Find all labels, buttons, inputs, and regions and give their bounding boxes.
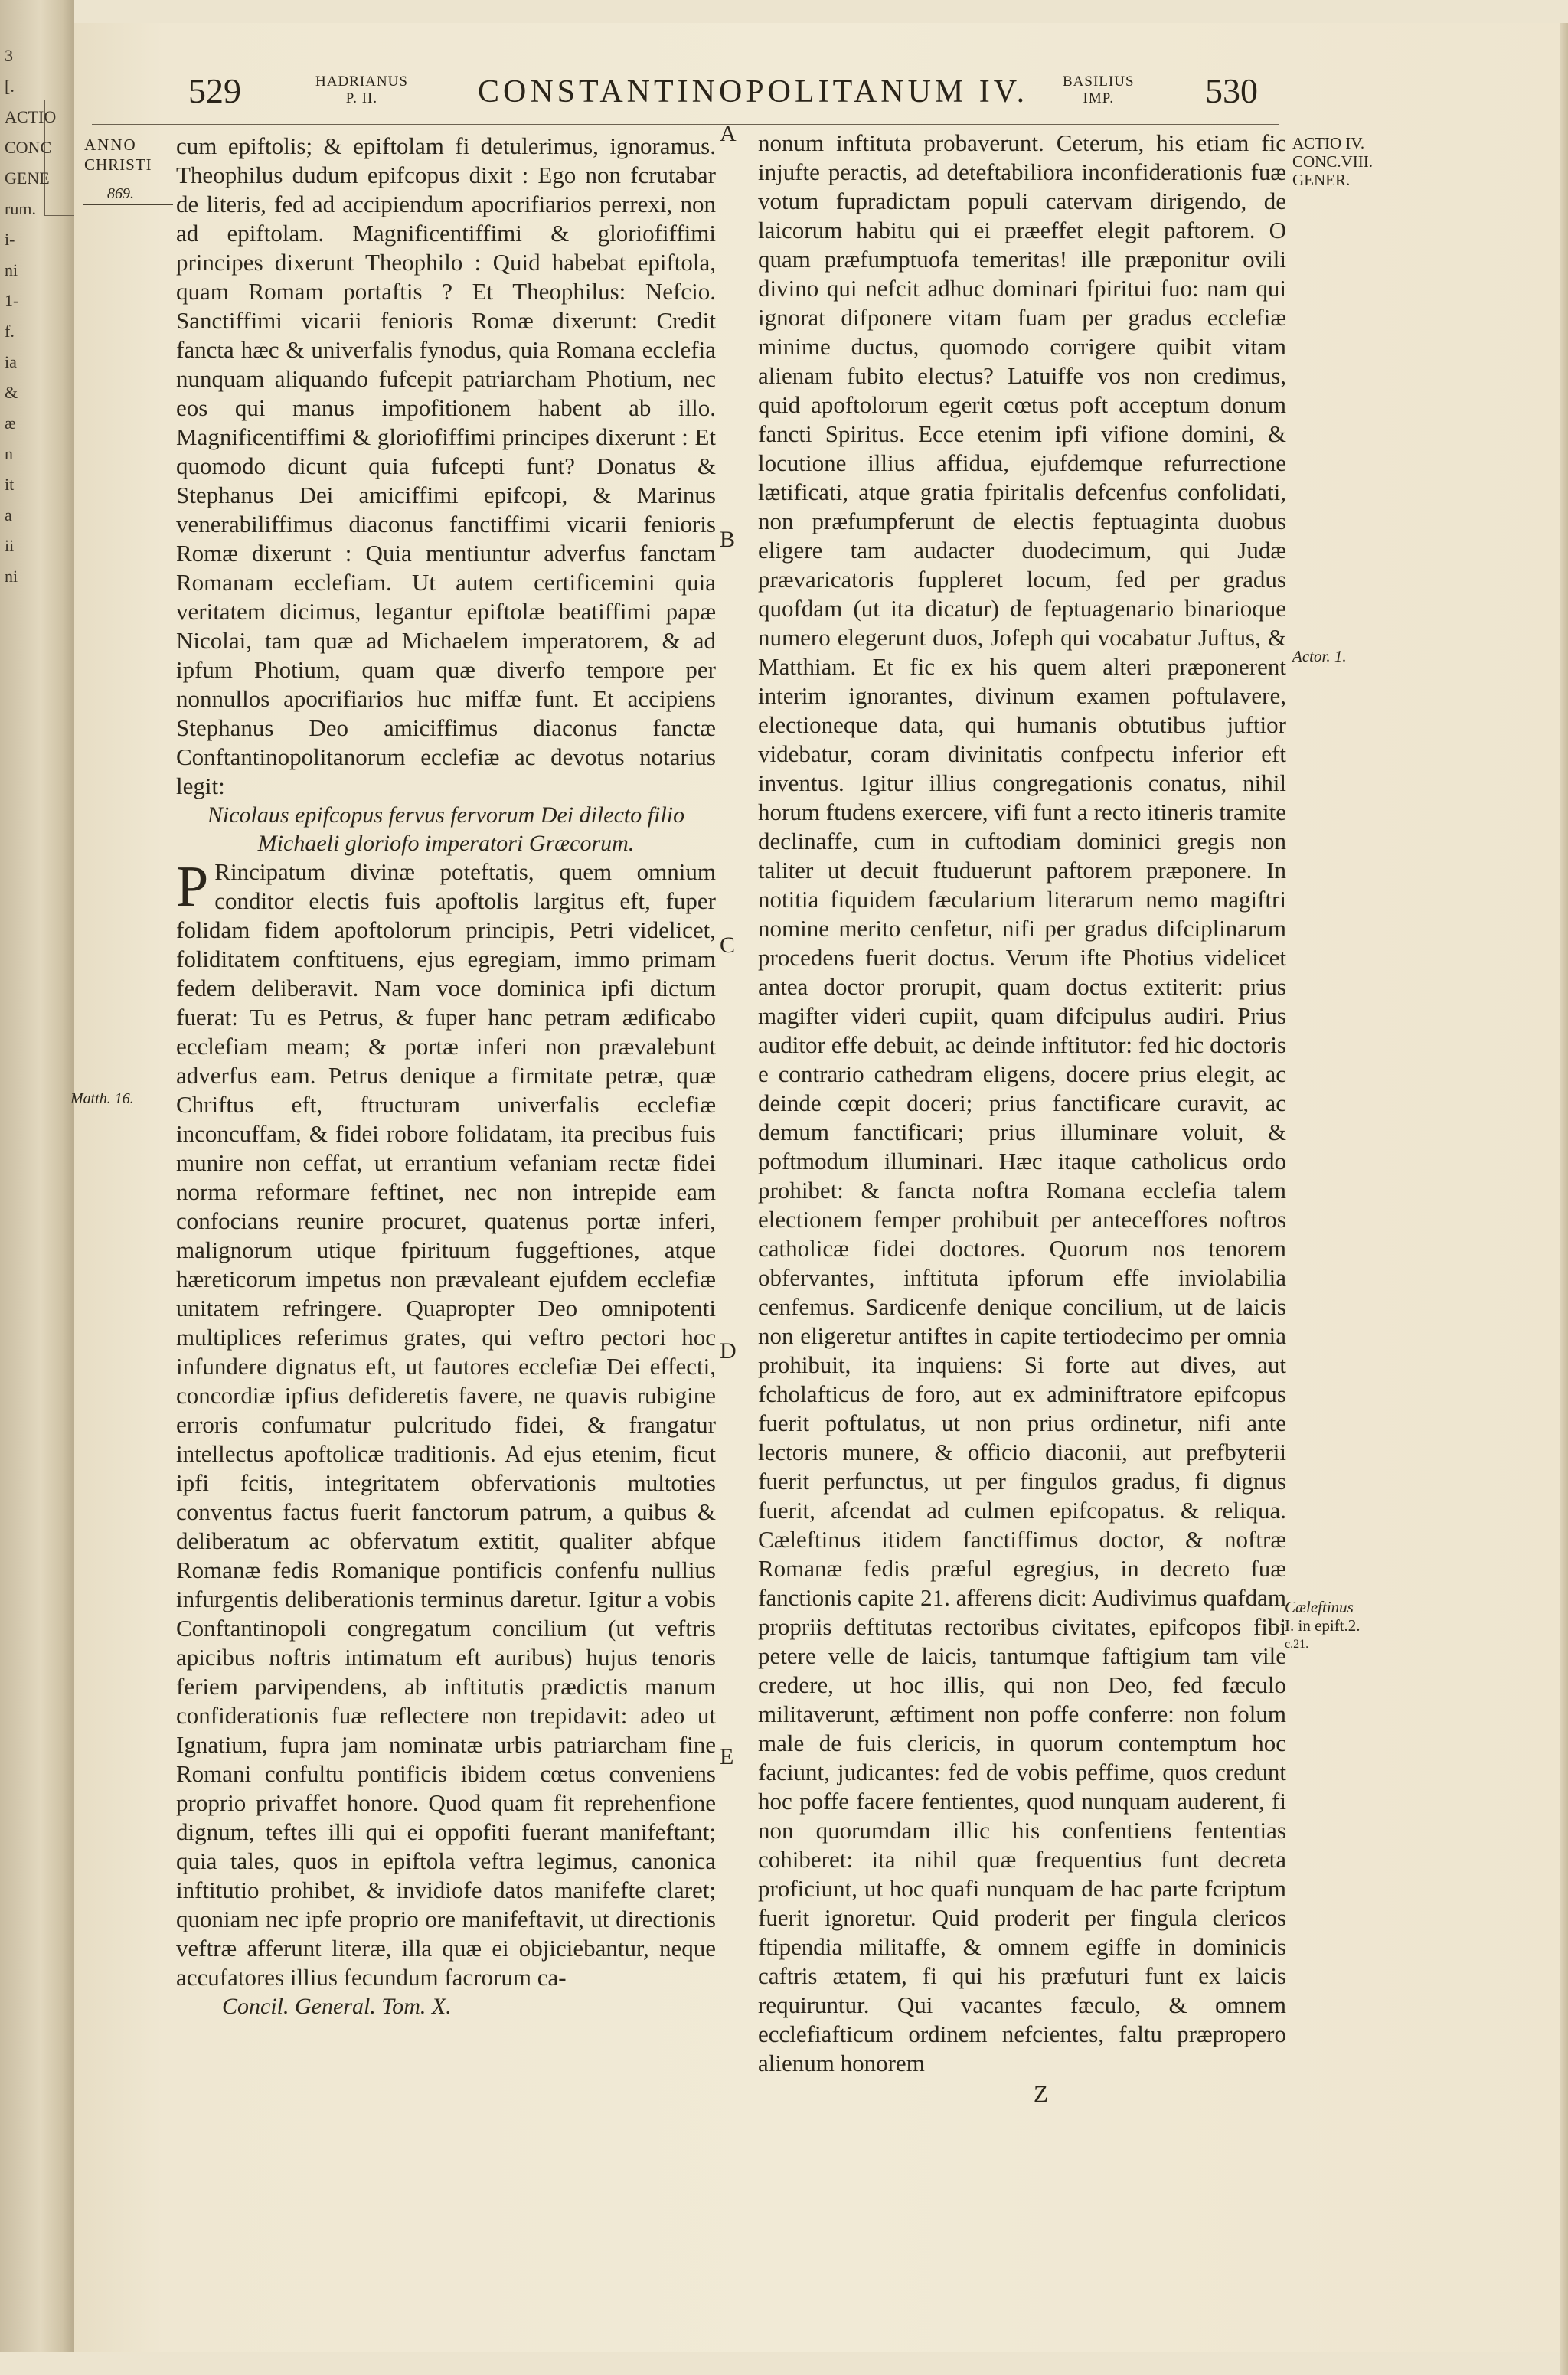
section-letter-c: C: [720, 933, 736, 958]
binding-fragment: CONC: [5, 138, 52, 157]
right-paragraph: nonum inftituta probaverunt. Ceterum, his etiam fic injufte peractis, ad deteftabiliora inconfiderationis fuæ votum fupradictam populi catervam dirigendo, de laicorum habitu qui ei præeffet elegit paftorem. O quam præfumptuofa temeritas! ille præponitur ovili divino qui nefcit adhuc dominari fpiritui fuo: nam qui ignorat difponere vitam fuam per gradus ecclefiæ minime ductus, quomodo corrigere quibit vitam alienam fubito electus? Latuiffe vos non credimus, quid apoftolorum egerit cœtus poft acceptum donum fancti Spiritus. Ecce etenim ipfi vifione domini, & locutione illius affidua, ejufdemque refurrectione lætificati, atque gratia fpiritalis defcenfus confolidati, non præfumpferunt de electis feptuaginta duobus eligere tam audacter duodecimum, qui Judæ prævaricatoris fuppleret locum, fed per gradus quofdam (ut ita dicatur) de feptuagenario binarioque numero elegerunt duos, Jofeph qui vocabatur Juftus, & Matthiam. Et fic ex his quem alteri præponerent interim ignorantes, divinum examen poftulavere, electioneque data, qui humanis obtutibus juftior videbatur, coram divinitatis confpectu inferior eft inventus. Igitur illius congregationis conatus, nihil horum ftudens exercere, vifi funt a recto itineris tramite declinaffe, cum in cuftodiam dominici gregis non taliter ut decuit ftuduerunt paftorem præponere. In notitia fiquidem fæcularium literarum nemo magiftri nomine merito cenfetur, nifi per gradus difciplinarum procedens fuerit doctus. Verum ifte Photius videlicet antea doctor prorupit, quam doctus extiterit: prius magifter videri cupiit, quam difcipulus audiri. Prius auditor effe debuit, ac deinde inftitutor: fed hic doctoris e contrario cathedram eligens, docere prius elegit, ac deinde cœpit doceri; prius fanctificare curavit, ac demum fanctificari; prius illuminare voluit, & poftmodum illuminari. Hæc itaque catholicus ordo prohibet: & fancta noftra Romana ecclefia talem electionem femper prohibuit per anteceffores noftros catholicæ fidei doctores. Quorum nos tenorem obfervantes, inftituta ipforum effe inviolabilia cenfemus. Sardicenfe denique concilium, ut de laicis non eligeretur antiftes in capite tertiodecimo per omnia prohibuit, ita inquiens: Si forte aut dives, aut fcholafticus de foro, aut ex adminiftratore epifcopus fuerit poftulatus, ut non prius ordinetur, nifi ante lectoris munere, & officio diaconii, aut prefbyterii fuerit perfunctus, ut per fingulos gradus, fi dignus fuerit, afcendat ad culmen epifcopatus. & reliqua. Cæleftinus itidem fanctiffimus doctor, & noftræ Romanæ fedis præful egregius, in decreto fuæ fanctionis capite 21. afferens dicit: Audivimus quafdam propriis deftitutas rectoribus civitates, epifcopos fibi petere velle de laicis, tantumque faftigium tam vile credere, ut hoc illis, qui non Deo, fed fæculo militaverunt, æftiment non poffe conferre: non folum male de fuis clericis, in quorum contemptum hoc faciunt, judicantes: fed de vobis peffime, quos credunt hoc poffe facere fentientes, quod nunquam auderent, fi non quorumdam illic his confentiens fententias cohiberet: ita nihil quæ frequentius funt decreta proficiunt, ut hoc quafi nunquam de hac parte fcriptum fuerit ignoretur. Quid proderit per fingula clericos ftipendia militaffe, & omnem egiffe in dominicis caftris ætatem, fi qui his præfuturi funt ex laicis requiruntur. Qui vacantes fæculo, & omnem ecclefiafticum ordinem nefcientes, faltu præpropero alienum honorem: [758, 129, 1286, 2076]
margin-caelestinus: Cæleftinus: [1285, 1598, 1354, 1616]
left-page-number: 529: [188, 71, 241, 110]
left-paragraph-1: cum epiftolis; & epiftolam fi detulerimus, ignoramus. Theophilus dudum epifcopus dixit : Ego non fcrutabar de literis, fed ad accipiendum apocrifiarios perrexi, non ad epiftolam. Magnificentiffimi & gloriofiffimi principes dixerunt Theophilo : Quid habebat epiftola, quam Romam portaftis ? Et Theophilus: Nefcio. Sanctiffimi vicarii fenioris Romæ dixerunt: Credit fancta hæc & univerfalis fynodus, quia Romana ecclefia nunquam aliquando fufcepit patriarcham Photium, nec eos qui manus impofitionem habent ab illo. Magnificentiffimi & gloriofiffimi principes dixerunt : Et quomodo dicunt quia fufcepti funt? Donatus & Stephanus Dei amiciffimi epifcopi, & Marinus venerabiliffimus diaconus fanctiffimi vicarii fenioris Romæ dixerunt : Quia mentiuntur adverfus fanctam Romanam ecclefiam. Ut autem certificemini quia veritatem dicimus, legantur epiftolæ beatiffimi papæ Nicolai, tam quæ ad Michaelem imperatorem, & ad ipfum Photium, quam quæ diverfo tempore per nonnullos apocrifiarios huc miffæ funt. Et accipiens Stephanus Deo amiciffimus diaconus fanctæ Conftantinopolitanorum ecclefiæ ac devotus notarius legit:: [176, 132, 716, 799]
margin-cap: c.21.: [1285, 1638, 1309, 1651]
right-page-number: 530: [1205, 71, 1258, 110]
binding-fragment: a: [5, 505, 12, 524]
binding-fragment: 1-: [5, 291, 19, 310]
section-letter-b: B: [720, 527, 736, 552]
footer-volume: [176, 1992, 716, 2021]
binding-fragment: GENE: [5, 168, 50, 188]
left-paragraph-2: [176, 854, 716, 1992]
margin-conc: CONC.VIII.: [1292, 152, 1373, 171]
page-edge: [1560, 23, 1568, 2375]
binding-fragment: ia: [5, 352, 17, 371]
signature-mark: Z: [1034, 2080, 1048, 2107]
binding-fragment: [.: [5, 77, 15, 96]
header-pope-name: HADRIANUS: [315, 74, 408, 90]
binding-fragment: n: [5, 444, 13, 463]
binding-fragment: it: [5, 475, 15, 494]
header-rule: [92, 124, 1279, 125]
header-emperor-name: BASILIUS: [1063, 74, 1135, 90]
section-letter-e: E: [720, 1744, 734, 1769]
binding-fragment: &: [5, 383, 18, 402]
margin-anno: ANNO: [84, 136, 137, 154]
left-text-column: [176, 132, 716, 2021]
section-letter-d: D: [720, 1338, 737, 1364]
header-emperor: [1063, 74, 1135, 107]
margin-actio: ACTIO IV.: [1292, 134, 1365, 152]
header-pope-number: P. II.: [345, 90, 378, 106]
binding-fragment: æ: [5, 413, 16, 433]
margin-epist: I. in epift.2.: [1285, 1616, 1361, 1635]
binding-fragment: ii: [5, 536, 15, 555]
binding-fragment: ni: [5, 260, 18, 279]
binding-fragment: rum.: [5, 199, 36, 218]
binding-fragment: i-: [5, 230, 15, 249]
binding-fragment: 3: [5, 46, 13, 65]
margin-gener: GENER.: [1292, 171, 1351, 189]
section-letter-a: A: [720, 121, 737, 146]
binding-fragment: ni: [5, 567, 18, 586]
margin-year: 869.: [107, 185, 134, 202]
header-pope: [315, 74, 408, 107]
binding-fragment: ACTIO: [5, 107, 57, 126]
left-paragraph-2-text: Rincipatum divinæ poteftatis, quem omnium conditor electis fuis apoftolis largitus eft, fuper folidam fidem apoftolorum principis, Petri videlicet, foliditatem conftituens, ejus egregiam, immo primam fedem deliberavit. Nam voce dominica ipfi dictum fuerat: Tu es Petrus, & fuper hanc petram ædificabo ecclefiam meam; & portæ inferi non prævalebunt adverfus eam. Petrus denique a firmitate petræ, quæ Chriftus eft, ftructuram univerfalis ecclefiæ inconcuffam, & fidei robore folidatam, ita precibus fuis munire non ceffat, ut errantium vefaniam rectæ fidei norma reformare feftinet, nec non intrepide eam confocians reunire procuret, quatenus portæ inferi, malignorum utique fpirituum fuggeftiones, atque hæreticorum impetus non prævaleant ejufdem ecclefiæ unitatem refringere. Quapropter Deo omnipotenti multiplices referimus grates, qui veftro pectori hoc infundere dignatus eft, ut fautores ecclefiæ Dei effecti, concordiæ ipfius defideretis favere, ne quavis rubigine erroris confumatur pulcritudo fidei, & frangatur intellectus apoftolicæ traditionis. Ad ejus etenim, ficut ipfi fcitis, integritatem obfervationis multoties conventus factus fuerit fanctorum patrum, a quibus & deliberatum ac obfervatum extitit, qualiter abfque Romanæ fedis Romanique pontificis confenfu nullius infurgentis deliberationis terminus daretur. Igitur a vobis Conftantinopoli congregatum concilium (ut veftris apicibus noftris intimatum eft auribus) hujus tenoris feriem parvipendens, ab inftitutis prædictis manum confiderationis fuæ reflectere non trepidavit: adeo ut Ignatium, fupra jam nominatæ urbis patriarcham fine Romani confultu pontificis ibidem cœtus conveniens proprio privaffet honore. Quod quam fit reprehenfione dignum, teftes illi qui ei oppofiti fuerant manifeftant; quia tales, quos in epiftola veftra legimus, canonica inftitutio prohibet, & invidiofe datos manifefte claret; quoniam nec ipfe proprio ore manifeftavit, ut directionis veftræ afferunt literæ, illa quæ ei objiciebantur, neque accufatores illius fecundum facrorum ca-: [176, 858, 716, 1991]
footer-volume-text: Concil. General. Tom. X.: [222, 1994, 452, 2019]
header-emperor-title: IMP.: [1083, 90, 1114, 106]
binding-fragment: f.: [5, 322, 15, 341]
margin-christi: CHRISTI: [84, 155, 152, 174]
right-text-column: [758, 129, 1286, 2109]
drop-cap: P: [176, 854, 209, 919]
book-binding: [0, 0, 74, 2352]
running-title: CONSTANTINOPOLITANUM IV.: [478, 74, 1029, 109]
margin-actor: Actor. 1.: [1292, 647, 1347, 665]
letter-address: Nicolaus epifcopus fervus fervorum Dei dilecto filio Michaeli gloriofo imperatori Græcorum.: [207, 802, 685, 856]
margin-matth: Matth. 16.: [70, 1090, 134, 1107]
